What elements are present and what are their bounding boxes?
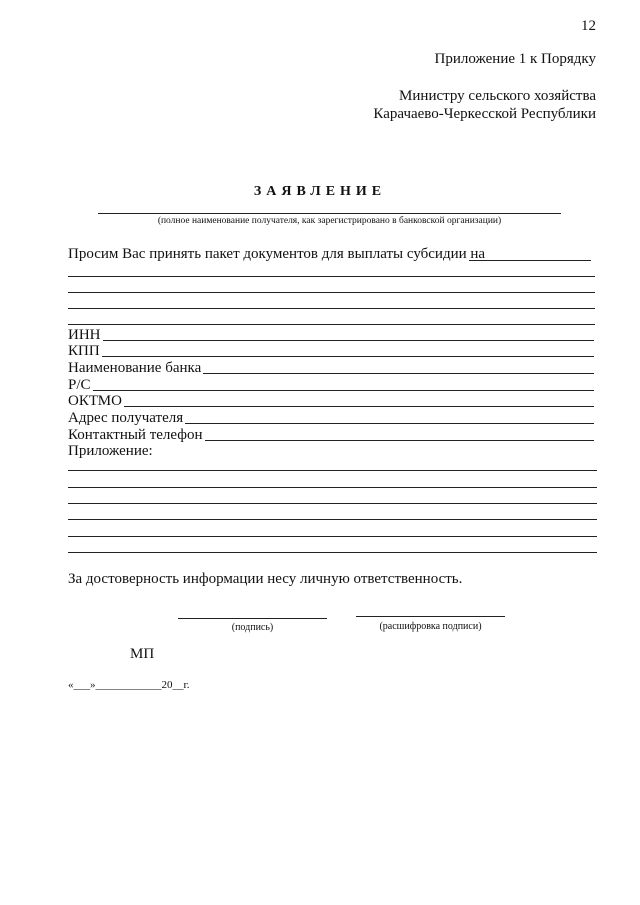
seal-label: МП <box>130 646 155 662</box>
responsibility-statement: За достоверность информации несу личную ответственность. <box>68 571 463 587</box>
kpp-input-line[interactable] <box>102 344 594 357</box>
phone-input-line[interactable] <box>205 428 595 441</box>
signature-caption: (подпись) <box>231 622 274 633</box>
signature-decoding-line[interactable] <box>356 616 505 617</box>
appendix-reference: Приложение 1 к Порядку <box>434 51 596 67</box>
applicant-name-line[interactable] <box>98 213 561 214</box>
account-input-line[interactable] <box>93 378 594 391</box>
purpose-continuation-line[interactable] <box>68 324 595 325</box>
address-label: Адрес получателя <box>68 410 184 426</box>
account-field[interactable] <box>68 377 594 393</box>
attachment-line[interactable] <box>68 487 597 488</box>
recipient-line-1: Министру сельского хозяйства <box>399 88 596 104</box>
oktmo-label: ОКТМО <box>68 393 122 409</box>
inn-label: ИНН <box>68 327 101 343</box>
attachments-label: Приложение: <box>68 443 153 459</box>
subsidy-purpose-line[interactable] <box>469 260 591 261</box>
attachment-line[interactable] <box>68 470 597 471</box>
document-title: ЗАЯВЛЕНИЕ <box>253 184 387 199</box>
account-label: Р/С <box>68 377 91 393</box>
address-input-line[interactable] <box>185 411 594 424</box>
signature-decoding-caption: (расшифровка подписи) <box>379 621 482 632</box>
inn-input-line[interactable] <box>103 328 595 341</box>
purpose-continuation-line[interactable] <box>68 276 595 277</box>
oktmo-input-line[interactable] <box>124 394 594 407</box>
recipient-line-2: Карачаево-Черкесской Республики <box>373 106 596 122</box>
oktmo-field[interactable] <box>68 393 594 409</box>
kpp-label: КПП <box>68 343 100 359</box>
kpp-field[interactable] <box>68 343 594 359</box>
attachment-line[interactable] <box>68 519 597 520</box>
bank-name-field[interactable] <box>68 360 594 376</box>
attachment-line[interactable] <box>68 552 597 553</box>
request-text: Просим Вас принять пакет документов для выплаты субсидии на <box>68 246 486 262</box>
address-field[interactable] <box>68 410 594 426</box>
inn-field[interactable] <box>68 327 594 343</box>
bank-name-label: Наименование банка <box>68 360 202 376</box>
applicant-name-caption: (полное наименование получателя, как зарегистрировано в банковской организации) <box>157 216 502 226</box>
signature-line[interactable] <box>178 618 327 619</box>
purpose-continuation-line[interactable] <box>68 308 595 309</box>
attachment-line[interactable] <box>68 536 597 537</box>
page-number: 12 <box>581 18 596 34</box>
phone-label: Контактный телефон <box>68 427 203 443</box>
attachment-line[interactable] <box>68 503 597 504</box>
purpose-continuation-line[interactable] <box>68 292 595 293</box>
date-field[interactable]: «___»____________20__г. <box>68 679 190 691</box>
phone-field[interactable] <box>68 427 594 443</box>
bank-name-input-line[interactable] <box>203 361 594 374</box>
